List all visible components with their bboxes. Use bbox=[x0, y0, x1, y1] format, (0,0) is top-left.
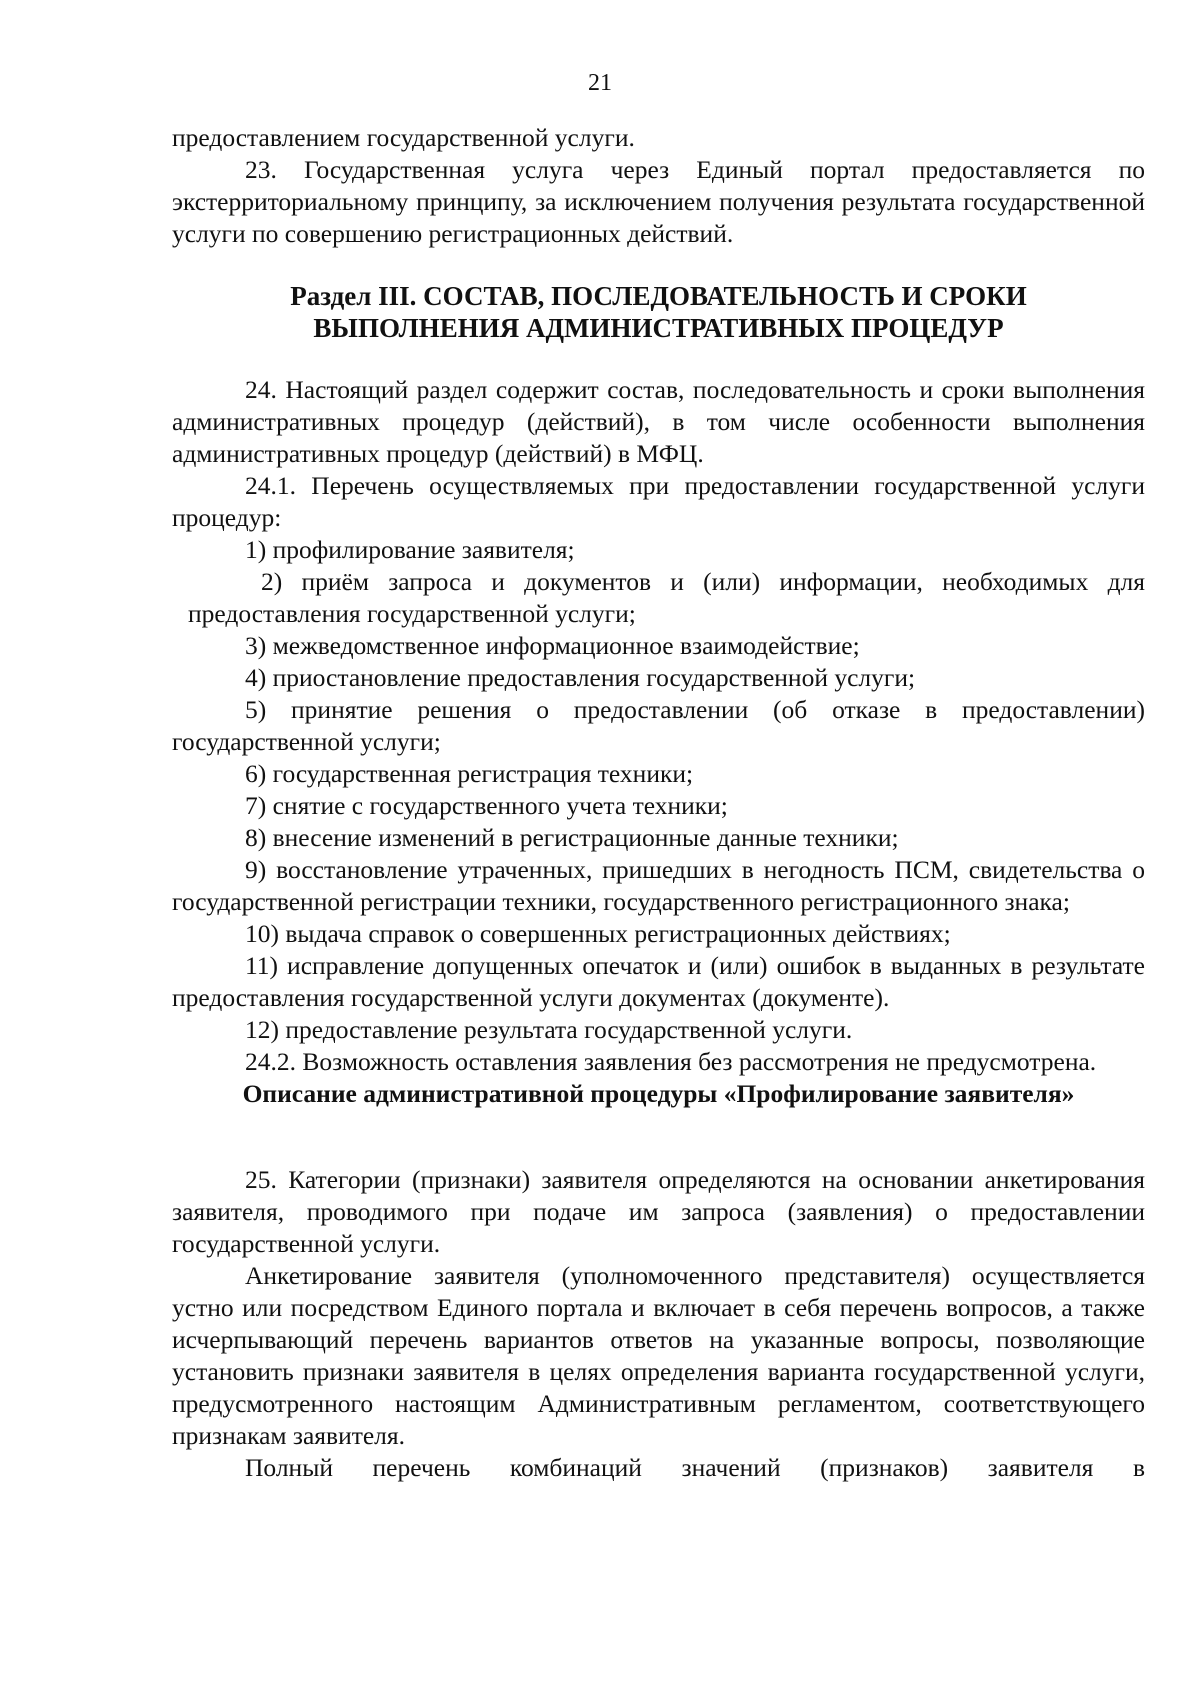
page-number: 21 bbox=[588, 70, 612, 96]
paragraph-23: 23. Государственная услуга через Единый портал предоставляется по экстерриториальному принципу, за исключением получения результата государственной услуги по совершению регистрационных действий. bbox=[172, 155, 1145, 248]
procedure-item-5: 5) принятие решения о предоставлении (об отказе в предоставлении) государственной услуги; bbox=[172, 695, 1145, 756]
procedure-item-3: 3) межведомственное информационное взаимодействие; bbox=[245, 631, 860, 660]
procedure-item-10: 10) выдача справок о совершенных регистрационных действиях; bbox=[245, 919, 951, 948]
paragraph-24-1: 24.1. Перечень осуществляемых при предоставлении государственной услуги процедур: bbox=[172, 471, 1145, 532]
procedure-item-4: 4) приостановление предоставления государственной услуги; bbox=[245, 663, 916, 692]
procedure-item-2: 2) приём запроса и документов и (или) информации, необходимых для предоставления государственной услуги; bbox=[188, 567, 1145, 628]
carry-over-text: предоставлением государственной услуги. bbox=[172, 123, 635, 152]
paragraph-25-survey: Анкетирование заявителя (уполномоченного представителя) осуществляется устно или посредством Единого портала и включает в себя перечень вопросов, а также исчерпывающий перечень вариантов ответов на указанные вопросы, позволяющие установить признаки заявителя в целях определения варианта государственной услуги, предусмотренного настоящим Административным регламентом, соответствующего признакам заявителя. bbox=[172, 1261, 1145, 1450]
procedure-item-8: 8) внесение изменений в регистрационные данные техники; bbox=[245, 823, 899, 852]
section-title bbox=[172, 280, 1145, 344]
subsection-title: Описание административной процедуры «Профилирование заявителя» bbox=[242, 1079, 1075, 1108]
procedure-item-7: 7) снятие с государственного учета техники; bbox=[245, 791, 728, 820]
paragraph-25-last: Полный перечень комбинаций значений (признаков) заявителя в bbox=[245, 1453, 1145, 1482]
section-title-line-1: Раздел III. СОСТАВ, ПОСЛЕДОВАТЕЛЬНОСТЬ И СРОКИ bbox=[290, 281, 1027, 311]
procedure-item-9: 9) восстановление утраченных, пришедших в негодность ПСМ, свидетельства о государственной регистрации техники, государственного регистрационного знака; bbox=[172, 855, 1145, 916]
procedure-item-12: 12) предоставление результата государственной услуги. bbox=[245, 1015, 853, 1044]
section-title-line-2: ВЫПОЛНЕНИЯ АДМИНИСТРАТИВНЫХ ПРОЦЕДУР bbox=[313, 313, 1004, 343]
paragraph-24: 24. Настоящий раздел содержит состав, последовательность и сроки выполнения административных процедур (действий), в том числе особенности выполнения административных процедур (действий) в МФЦ. bbox=[172, 375, 1145, 468]
procedure-item-11: 11) исправление допущенных опечаток и (или) ошибок в выданных в результате предоставления государственной услуги документах (документе). bbox=[172, 951, 1145, 1012]
document-body bbox=[172, 122, 1145, 1484]
procedure-item-6: 6) государственная регистрация техники; bbox=[245, 759, 694, 788]
procedure-list bbox=[172, 534, 1145, 1046]
procedure-item-1: 1) профилирование заявителя; bbox=[245, 535, 575, 564]
paragraph-25: 25. Категории (признаки) заявителя определяются на основании анкетирования заявителя, проводимого при подаче им запроса (заявления) о предоставлении государственной услуги. bbox=[172, 1165, 1145, 1258]
paragraph-24-2: 24.2. Возможность оставления заявления без рассмотрения не предусмотрена. bbox=[245, 1047, 1097, 1076]
